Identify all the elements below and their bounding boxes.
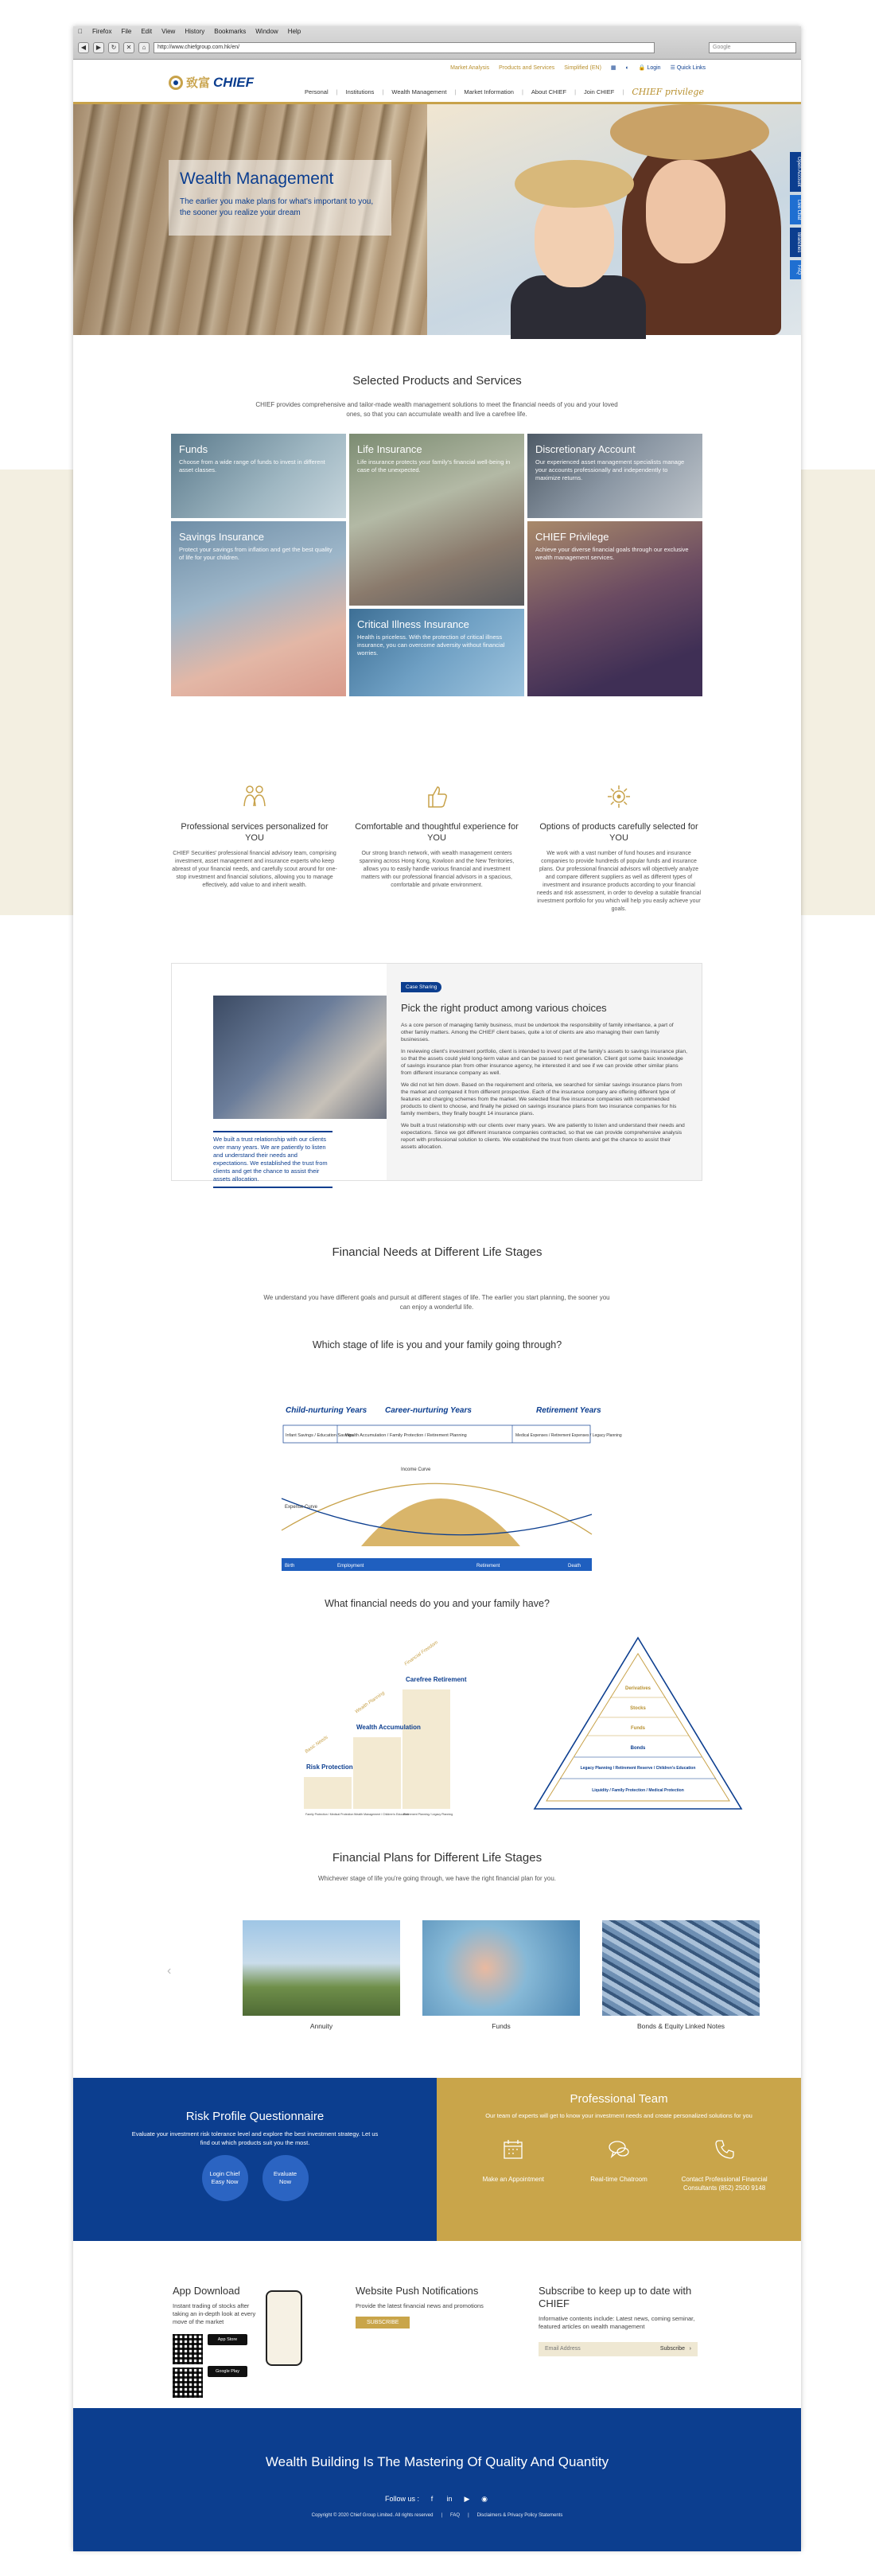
tile-title: Life Insurance [357,443,422,455]
footer-disclaimer-link[interactable]: Disclaimers & Privacy Policy Statements [476,2513,563,2518]
stair-block [353,1737,401,1809]
footer-links [73,2513,801,2518]
follow-us [73,2494,801,2504]
copyright: Copyright © 2020 Chief Group Limited. All rights reserved [311,2513,434,2518]
hero-caption [169,160,391,236]
newsletter-subscribe-button[interactable]: Subscribe › [690,2342,691,2356]
tile-discretionary-account[interactable] [527,434,702,518]
browser-menubar [73,26,801,37]
contact-consultants-link[interactable] [677,2138,772,2192]
plan-card-bonds[interactable] [602,1920,760,2030]
pyramid-label: Bonds [630,1746,646,1751]
case-title: Pick the right product among various choices [401,1002,607,1014]
case-paragraph: We built a trust relationship with our clients over many years. We are patiently to listen and understand their needs and expectations. Since we got different insurance companies contracted, so that we can provide comprehensive analysis report with professional solution to clients. We established the trust from clients and get the chance to assist their assets allocation. [401,1123,685,1150]
app-qr-block [173,2334,203,2398]
nav-separator: | [336,88,338,95]
site-header [73,60,801,104]
pyramid-label: Derivatives [624,1686,651,1691]
menu-item[interactable]: Firefox [88,28,107,35]
risk-team-section [73,2078,801,2241]
top-link-market-analysis[interactable]: Market Analysis [450,64,490,71]
logo-cn: 致富 [186,76,211,90]
push-notifications [356,2285,539,2408]
facebook-icon[interactable]: f [430,2495,434,2503]
nav-wealth-management[interactable]: Wealth Management [391,88,447,95]
feature-title: Professional services personalized for YOU [181,822,329,843]
subscribe-label: Subscribe [659,2346,685,2352]
financial-management-area [361,1498,520,1546]
timeline-label: Employment [337,1564,364,1569]
timeline-label: Birth [285,1564,295,1569]
stair-block [402,1689,450,1809]
promo-section [73,2241,801,2408]
hero-banner [73,104,801,335]
phone-mockup [266,2290,302,2366]
risk-questionnaire [73,2078,437,2241]
tile-funds[interactable] [171,434,346,518]
nav-separator: | [622,88,624,95]
nav-separator: | [382,88,384,95]
plan-label: Funds [492,2022,511,2030]
hero-photo [427,104,801,335]
stair-tag: Wealth Planning [354,1690,386,1715]
menu-item[interactable]: Edit [136,28,148,35]
feature-desc: We work with a vast number of fund houses and insurance companies to provide hundreds of popular funds and insurance plans. Our professional financial advisors will objectively analyze and compare different suppliers as well as different types of investment and insurance products according to your financial needs and risk assessment, in order to develop a suitable financial investment portfolio for you which will help you easily achieve your goals. [536,851,702,912]
case-quote: We built a trust relationship with our clients over many years. We are patiently to listen and understand their needs and expectations. We established the trust from clients and get the chance to assist their assets allocation. [213,1131,332,1188]
plan-label: Bonds & Equity Linked Notes [636,2022,725,2030]
browser-search-input[interactable]: Google [709,42,796,53]
font-size-icon[interactable]: ▦ [610,65,616,71]
plans-title: Financial Plans for Different Life Stages [332,1851,542,1865]
case-paragraph: In reviewing client's investment portfolio, client is intended to invest part of the family's assets to savings insurance plan, so that the assets could yield long-term value and can be passed to next generation. Client got some basic knowledge of savings insurance plan from other insurance agency, he interested it and see if we can provide other similar plans from different insurance company as well. [401,1049,687,1076]
make-appointment-link[interactable] [465,2138,561,2192]
browser-chrome [73,26,801,60]
footer-separator: | [441,2513,443,2518]
tile-desc: Achieve your diverse financial goals through our exclusive wealth management services. [535,546,689,561]
feature-professional [171,782,338,914]
logo-mark-icon [169,76,183,90]
back-icon[interactable]: ◀ [78,42,89,53]
plans-carousel [243,1920,760,2030]
nav-market-information[interactable]: Market Information [464,88,514,95]
push-subscribe-button[interactable]: SUBSCRIBE [356,2317,410,2329]
gear-icon [605,782,633,811]
app-download [173,2285,356,2408]
case-badge: Case Sharing [401,982,441,992]
photo-shape [610,104,769,160]
youtube-icon[interactable]: ▶ [464,2495,470,2503]
browser-window [73,26,801,2551]
top-links [450,64,706,71]
tile-chief-privilege[interactable] [527,521,702,696]
plan-image [602,1920,760,2016]
evaluate-now-button[interactable]: Evaluate Now [262,2155,309,2201]
forward-icon[interactable]: ▶ [93,42,104,53]
phone-icon [713,2138,737,2161]
store-badges [208,2334,247,2398]
tile-desc: Protect your savings from inflation and get the best quality of life for your children. [179,546,332,561]
plan-image [422,1920,580,2016]
push-title: Website Push Notifications [356,2285,479,2297]
timeline-bar [282,1558,592,1571]
needs-question-1: Which stage of life is you and your family going through? [312,1339,562,1350]
chief-privilege-logo[interactable]: CHIEF privilege [632,87,704,97]
pyramid-label: Liquidity / Family Protection / Medical Protection [592,1788,684,1793]
products-title: Selected Products and Services [352,374,522,388]
menu-item[interactable]: Bookmarks [209,28,242,35]
feature-desc: Our strong branch network, with wealth management centers spanning across Hong Kong, Kowloon and the New Territories, allows you to easily handle various financial and investment matters with our professional financial advisors in a spacious, comfortable and private environment. [359,851,515,888]
quick-links-label: Quick Links [676,65,706,71]
team-item-label: Real-time Chatroom [590,2176,648,2183]
top-link-products[interactable]: Products and Services [499,64,555,71]
chatroom-link[interactable] [571,2138,667,2192]
timeline-label: Death [568,1564,581,1569]
photo-shape [646,160,725,263]
needs-diagrams [304,1634,773,1821]
app-store-badge[interactable]: App Store [208,2334,247,2345]
stage-need-text: Infant Savings / Education Savings [286,1433,353,1438]
case-paragraph: As a core person of managing family business, must be undertook the responsibility of family inheritance, a part of other family matters. Among the CHIEF client bases, quite a lot of clients are also managing their own family businesses. [401,1023,674,1042]
team-item-label: Make an Appointment [482,2176,545,2183]
app-qr-row [173,2334,356,2398]
tile-savings-insurance[interactable] [171,521,346,696]
app-title: App Download [173,2285,240,2297]
risk-desc: Evaluate your investment risk tolerance level and explore the best investment strategy. Let us find out which products suit you the most. [131,2130,379,2146]
footer-slogan: Wealth Building Is The Mastering Of Quality And Quantity [265,2454,609,2469]
team-actions [437,2138,801,2192]
chat-icon [607,2138,631,2161]
feature-options [535,782,702,914]
app-desc: Instant trading of stocks after taking an in-depth look at every move of the market [173,2302,256,2325]
home-icon[interactable]: ⌂ [138,42,150,53]
tile-title: Savings Insurance [179,531,264,543]
plan-card-annuity[interactable] [243,1920,400,2030]
top-link-language[interactable]: Simplified (EN) [564,64,601,71]
case-paragraph: We did not let him down. Based on the requirement and criteria, we searched for similar savings insurance plans from the market and compared it from different prospective. Each of the insurance company are offering different type of features and charging schemes from the market. We selected final five insurance companies with recommended products to client to choose, and finally he picked on savings insurance plans from two insurance companies for his family members, they finally bought 14 insurance plans. [401,1082,682,1117]
menu-apple[interactable] [78,26,83,37]
contrast-icon[interactable]: ◐ [625,64,629,71]
nav-join-chief[interactable]: Join CHIEF [584,88,615,95]
nav-about-chief[interactable]: About CHIEF [531,88,567,95]
tile-desc: Health is priceless. With the protection of critical illness insurance, you can overcome adversity without financial worries. [357,633,505,657]
feature-title: Options of products carefully selected for YOU [539,822,698,843]
stair-block [304,1777,352,1809]
pyramid-outline [535,1638,741,1809]
login-label: Login [647,65,661,71]
case-right [387,964,702,1180]
nav-personal[interactable]: Personal [305,88,329,95]
url-bar[interactable]: http://www.chiefgroup.com.hk/en/ [154,42,655,53]
curve-label: Income Curve [401,1467,431,1472]
feature-title: Comfortable and thoughtful experience for YOU [355,822,519,843]
side-tab-faq[interactable]: FAQ [790,260,801,279]
feature-comfortable [353,782,520,914]
case-photo [213,996,400,1119]
stair-tag: Basic Needs [304,1735,329,1755]
professional-team [437,2078,801,2241]
side-tabs [790,152,801,279]
people-icon [240,782,269,811]
side-tab-open-account[interactable]: Open Account [790,152,801,192]
stair-label: Wealth Accumulation [356,1724,421,1731]
plan-card-funds[interactable] [422,1920,580,2030]
google-play-badge[interactable]: Google Play [208,2366,247,2377]
tile-desc: Life insurance protects your family's financial well-being in case of the unexpected. [357,458,511,474]
tile-title: Discretionary Account [535,443,636,455]
tile-title: CHIEF Privilege [535,531,609,543]
sub-title: Subscribe to keep up to date with CHIEF [539,2285,692,2309]
nav-separator: | [574,88,577,95]
plans-lead: Whichever stage of life you're going through, we have the right financial plan for you. [317,1875,557,1882]
stair-tag: Financial Freedom [403,1640,439,1667]
nav-separator: | [454,88,457,95]
reload-icon[interactable]: ↻ [108,42,119,53]
footer-faq-link[interactable]: FAQ [450,2513,461,2518]
needs-lead: We understand you have different goals and pursuit at different stages of life. The earlier you start planning, the sooner you can enjoy a wonderful life. [263,1294,610,1311]
newsletter [539,2285,721,2408]
stage-label: Child-nurturing Years [286,1406,368,1415]
stage-label: Retirement Years [536,1406,601,1415]
nav-separator: | [521,88,523,95]
push-desc: Provide the latest financial news and promotions [356,2302,484,2309]
tile-life-insurance[interactable] [349,434,524,606]
menu-item[interactable]: Window [251,28,274,35]
email-placeholder: Email Address [545,2346,581,2352]
plan-label: Annuity [309,2022,333,2030]
needs-question-2: What financial needs do you and your family have? [325,1598,550,1609]
needs-title: Financial Needs at Different Life Stages [332,1245,542,1259]
stage-label: Career-nurturing Years [385,1406,472,1415]
feature-desc: CHIEF Securities' professional financial advisory team, comprising investment, asset management and insurance experts who keep abreast of your financial needs, and carefully scout around for one-stop investment and financial solutions, allowing you to manage effectively, add value to and inherit wealth. [172,851,337,888]
pyramid-label: Stocks [630,1706,646,1711]
menu-item[interactable]: History [180,28,200,35]
life-stage-svg [282,1403,622,1574]
stair-sub: Wealth Management / Children's Education [354,1813,409,1816]
needs-diagrams-svg [304,1634,773,1821]
menu-item[interactable]: File [116,28,127,35]
hero-title: Wealth Management [180,170,334,188]
team-desc: Our team of experts will get to know your investment needs and create personalized solutions for you [485,2112,752,2119]
qr-code-icon [173,2368,203,2398]
chief-logo[interactable] [169,74,254,91]
tile-title: Funds [179,443,208,455]
tile-critical-illness-insurance[interactable] [349,609,524,696]
stop-icon[interactable]: ✕ [123,42,134,53]
footer-separator: | [468,2513,469,2518]
wechat-icon[interactable]: ◉ [481,2495,488,2503]
hero-subtitle: The earlier you make plans for what's important to you, the sooner you realize your dream [180,197,374,217]
tile-desc: Our experienced asset management specialists manage your accounts professionally and independently to maximize returns. [535,458,685,481]
carousel-prev-icon[interactable]: ‹ [167,1964,172,1978]
stage-need-text: Medical Expenses / Retirement Expenses / Legacy Planning [515,1433,622,1438]
linkedin-icon[interactable]: in [446,2495,453,2503]
stair-label: Risk Protection [306,1763,353,1771]
timeline-label: Retirement [476,1564,500,1569]
case-sharing [171,963,702,1181]
sub-desc: Informative contents include: Latest news, coming seminar, featured articles on wealth management [539,2315,695,2330]
login-link[interactable]: 🔒 Login [638,65,661,71]
site-footer [73,2408,801,2551]
menu-item[interactable]: View [157,28,171,35]
thumbs-up-icon [422,782,451,811]
features-row [171,782,702,914]
team-title: Professional Team [570,2092,668,2106]
stage-need-text: Wealth Accumulation / Family Protection / Retirement Planning [345,1433,467,1438]
life-stage-diagram [282,1403,622,1574]
risk-title: Risk Profile Questionnaire [185,2110,325,2123]
curve-label: Financial Management [409,1488,486,1496]
login-chief-easy-button[interactable]: Login Chief Easy Now [202,2155,248,2201]
qr-code-icon [173,2334,203,2364]
stair-sub: Family Protection / Medical Protection [305,1813,354,1816]
email-input[interactable] [539,2342,698,2356]
curve-label: Expense Curve [285,1505,318,1510]
photo-shape [515,160,634,208]
follow-label: Follow us : [384,2495,419,2503]
nav-institutions[interactable]: Institutions [345,88,375,95]
stair-sub: Retirement Planning / Legacy Planning [403,1813,453,1816]
pyramid-label: Legacy Planning / Retirement Reserve / Children's Education [580,1766,696,1771]
stair-label: Carefree Retirement [406,1676,467,1683]
side-tab-branches[interactable]: Branches [790,228,801,257]
pyramid-label: Funds [631,1726,645,1731]
menu-item[interactable]: Help [282,28,297,35]
risk-buttons [73,2155,437,2201]
calendar-icon [501,2138,525,2161]
products-lead: CHIEF provides comprehensive and tailor-made wealth management solutions to meet the financial needs of you and your loved ones, so that you can accumulate wealth and live a carefree life. [255,401,618,418]
products-grid [171,434,702,696]
tile-title: Critical Illness Insurance [357,618,469,630]
team-item-label: Contact Professional Financial Consultants (852) 2500 9148 [681,2176,768,2192]
main-nav [305,87,704,97]
side-tab-live-chat[interactable]: Live Chat [790,195,801,224]
quick-links[interactable]: ☰ Quick Links [670,65,706,71]
browser-toolbar [73,39,801,57]
tile-desc: Choose from a wide range of funds to invest in different asset classes. [179,458,325,474]
logo-en: CHIEF [213,74,255,90]
plan-image [243,1920,400,2016]
